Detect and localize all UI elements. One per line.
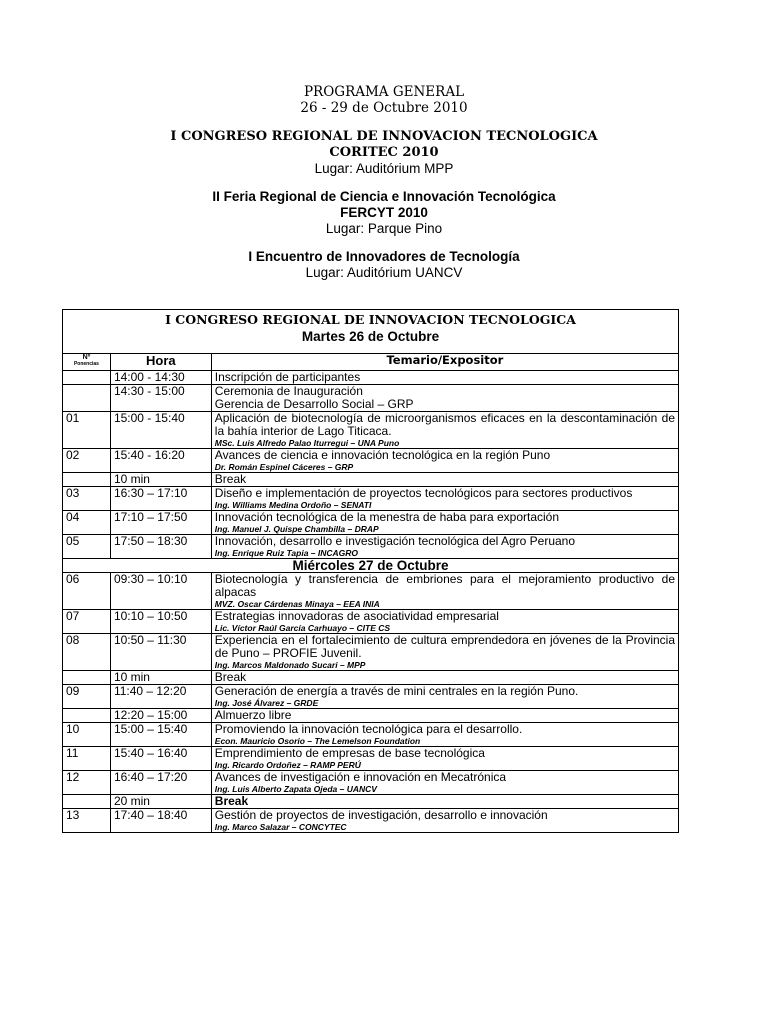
fair-acronym: FERCYT 2010: [340, 205, 428, 220]
session-time: 17:10 – 17:50: [110, 511, 211, 535]
session-topic-cell: [211, 610, 678, 634]
session-topic-cell: [211, 685, 678, 709]
meeting-title: I Encuentro de Innovadores de Tecnología: [248, 249, 520, 264]
fair-title: II Feria Regional de Ciencia e Innovación Tecnológica: [212, 189, 556, 204]
session-time: 12:20 – 15:00: [110, 709, 211, 723]
table-row: [63, 385, 679, 412]
col-header-hora: Hora: [110, 354, 211, 371]
session-topic: Innovación tecnológica de la menestra de haba para exportación: [214, 510, 560, 524]
session-speaker: Lic. Víctor Raúl García Carhuayo – CITE CS: [214, 623, 391, 633]
session-topic-cell: [211, 412, 678, 449]
table-row: [63, 771, 679, 795]
session-speaker: Econ. Mauricio Osorio – The Lemelson Foundation: [214, 736, 421, 746]
col-header-temario: Temario/Expositor: [211, 354, 678, 371]
document-header: [0, 84, 768, 281]
program-table: [62, 309, 679, 833]
session-number: [63, 385, 111, 412]
session-speaker: Ing. Williams Medina Ordoño – SENATI: [214, 500, 372, 510]
table-row: [63, 511, 679, 535]
session-speaker: Ing. Marcos Maldonado Sucari – MPP: [214, 660, 366, 670]
session-number: 07: [63, 610, 111, 634]
table-row: [63, 610, 679, 634]
day2-title: Miércoles 27 de Octubre: [63, 559, 679, 573]
day2-row: [63, 559, 679, 573]
session-time: 14:30 - 15:00: [110, 385, 211, 412]
session-number: 11: [63, 747, 111, 771]
session-time: 11:40 – 12:20: [110, 685, 211, 709]
table-row: [63, 747, 679, 771]
session-number: 10: [63, 723, 111, 747]
table-row: [63, 573, 679, 610]
col-header-no: Nº Ponencias: [63, 354, 111, 371]
session-topic: Promoviendo la innovación tecnológica para el desarrollo.: [214, 722, 523, 736]
session-topic-cell: [211, 709, 678, 723]
session-topic-cell: [211, 671, 678, 685]
session-number: 06: [63, 573, 111, 610]
session-speaker: Ing. Ricardo Ordoñez – RAMP PERÚ: [214, 760, 361, 770]
session-topic: Gestión de proyectos de investigación, desarrollo e innovación: [214, 808, 548, 822]
table-row: [63, 371, 679, 385]
session-topic-cell: [211, 511, 678, 535]
table-header-row: [63, 354, 679, 371]
session-topic-cell: [211, 473, 678, 487]
session-number: [63, 795, 111, 809]
session-topic-cell: [211, 487, 678, 511]
session-number: [63, 371, 111, 385]
session-number: 08: [63, 634, 111, 671]
table-title-cell: [63, 310, 679, 354]
session-time: 15:40 – 16:40: [110, 747, 211, 771]
session-time: 17:40 – 18:40: [110, 809, 211, 833]
session-speaker: Dr. Román Espinel Cáceres – GRP: [214, 462, 354, 472]
table-row: [63, 473, 679, 487]
session-topic: Estrategias innovadoras de asociatividad empresarial: [214, 609, 499, 623]
table-title: I CONGRESO REGIONAL DE INNOVACION TECNOLOGICA: [165, 312, 576, 327]
program-title: PROGRAMA GENERAL: [303, 84, 465, 100]
session-topic: Avances de investigación e innovación en Mecatrónica: [214, 770, 507, 784]
session-topic: Emprendimiento de empresas de base tecnológica: [214, 746, 485, 760]
session-speaker: Ing. Enrique Ruiz Tapia – INCAGRO: [214, 548, 359, 558]
session-time: 20 min: [110, 795, 211, 809]
day1-title: Martes 26 de Octubre: [301, 329, 440, 344]
program-dates: 26 - 29 de Octubre 2010: [300, 100, 468, 116]
session-time: 10 min: [110, 671, 211, 685]
session-speaker: Ing. Luis Alberto Zapata Ojeda – UANCV: [214, 784, 377, 794]
session-topic: Avances de ciencia e innovación tecnológica en la región Puno: [214, 448, 551, 462]
session-number: [63, 671, 111, 685]
session-topic: Ceremonia de Inauguración: [214, 384, 363, 398]
session-speaker: MVZ. Oscar Cárdenas Minaya – EEA INIA: [214, 599, 380, 609]
session-topic-cell: [211, 809, 678, 833]
session-number: 12: [63, 771, 111, 795]
session-topic: Diseño e implementación de proyectos tecnológicos para sectores productivos: [214, 486, 633, 500]
session-time: 14:00 - 14:30: [110, 371, 211, 385]
session-time: 17:50 – 18:30: [110, 535, 211, 559]
table-row: [63, 487, 679, 511]
session-topic: Experiencia en el fortalecimiento de cultura emprendedora en jóvenes de la Provincia de Puno – PROFIE Juvenil.: [214, 633, 675, 660]
session-topic: Break: [214, 472, 247, 486]
session-time: 10:10 – 10:50: [110, 610, 211, 634]
table-row: [63, 809, 679, 833]
session-topic: Break: [214, 670, 247, 684]
session-topic-cell: [211, 385, 678, 412]
session-topic-cell: [211, 449, 678, 473]
fair-venue: Lugar: Parque Pino: [325, 221, 443, 236]
congress-acronym: CORITEC 2010: [329, 145, 439, 160]
session-speaker: Ing. Manuel J. Quispe Chambilla – DRAP: [214, 524, 379, 534]
session-number: 13: [63, 809, 111, 833]
session-time: 10:50 – 11:30: [110, 634, 211, 671]
table-row: [63, 671, 679, 685]
session-topic: Biotecnología y transferencia de embriones para el mejoramiento productivo de alpacas: [214, 572, 675, 599]
session-speaker: MSc. Luis Alfredo Palao Iturregui – UNA Puno: [214, 438, 400, 448]
session-topic-cell: [211, 771, 678, 795]
table-title-row: [63, 310, 679, 354]
session-topic-line2: Gerencia de Desarrollo Social – GRP: [214, 397, 414, 411]
session-speaker: Ing. Marco Salazar – CONCYTEC: [214, 822, 347, 832]
session-topic-cell: [211, 795, 678, 809]
session-topic: Inscripción de participantes: [214, 370, 361, 384]
session-topic: Generación de energía a través de mini centrales en la región Puno.: [214, 684, 579, 698]
table-row: [63, 535, 679, 559]
session-speaker: Ing. José Álvarez – GRDE: [214, 698, 319, 708]
congress-title: I CONGRESO REGIONAL DE INNOVACION TECNOLOGICA: [170, 129, 598, 144]
session-topic-cell: [211, 634, 678, 671]
session-number: 05: [63, 535, 111, 559]
session-topic: Aplicación de biotecnología de microorganismos eficaces en la descontaminación de la bahía interior de Lago Titicaca.: [214, 411, 675, 438]
session-time: 15:40 - 16:20: [110, 449, 211, 473]
session-time: 10 min: [110, 473, 211, 487]
table-row: [63, 795, 679, 809]
table-row: [63, 685, 679, 709]
session-topic-cell: [211, 747, 678, 771]
table-row: [63, 634, 679, 671]
session-time: 09:30 – 10:10: [110, 573, 211, 610]
session-number: 04: [63, 511, 111, 535]
session-number: [63, 709, 111, 723]
session-topic-cell: [211, 573, 678, 610]
table-row: [63, 412, 679, 449]
session-topic: Innovación, desarrollo e investigación tecnológica del Agro Peruano: [214, 534, 576, 548]
congress-venue: Lugar: Auditórium MPP: [314, 161, 454, 176]
program-table-body: [63, 310, 679, 833]
table-row: [63, 449, 679, 473]
session-topic-cell: [211, 535, 678, 559]
session-time: 16:40 – 17:20: [110, 771, 211, 795]
session-number: [63, 473, 111, 487]
session-topic: Break: [214, 794, 249, 808]
session-number: 01: [63, 412, 111, 449]
session-time: 15:00 – 15:40: [110, 723, 211, 747]
meeting-venue: Lugar: Auditórium UANCV: [305, 265, 463, 280]
session-topic-cell: [211, 723, 678, 747]
session-number: 03: [63, 487, 111, 511]
session-time: 15:00 - 15:40: [110, 412, 211, 449]
table-row: [63, 723, 679, 747]
table-row: [63, 709, 679, 723]
session-topic-cell: [211, 371, 678, 385]
session-number: 02: [63, 449, 111, 473]
session-number: 09: [63, 685, 111, 709]
session-topic: Almuerzo libre: [214, 708, 292, 722]
session-time: 16:30 – 17:10: [110, 487, 211, 511]
